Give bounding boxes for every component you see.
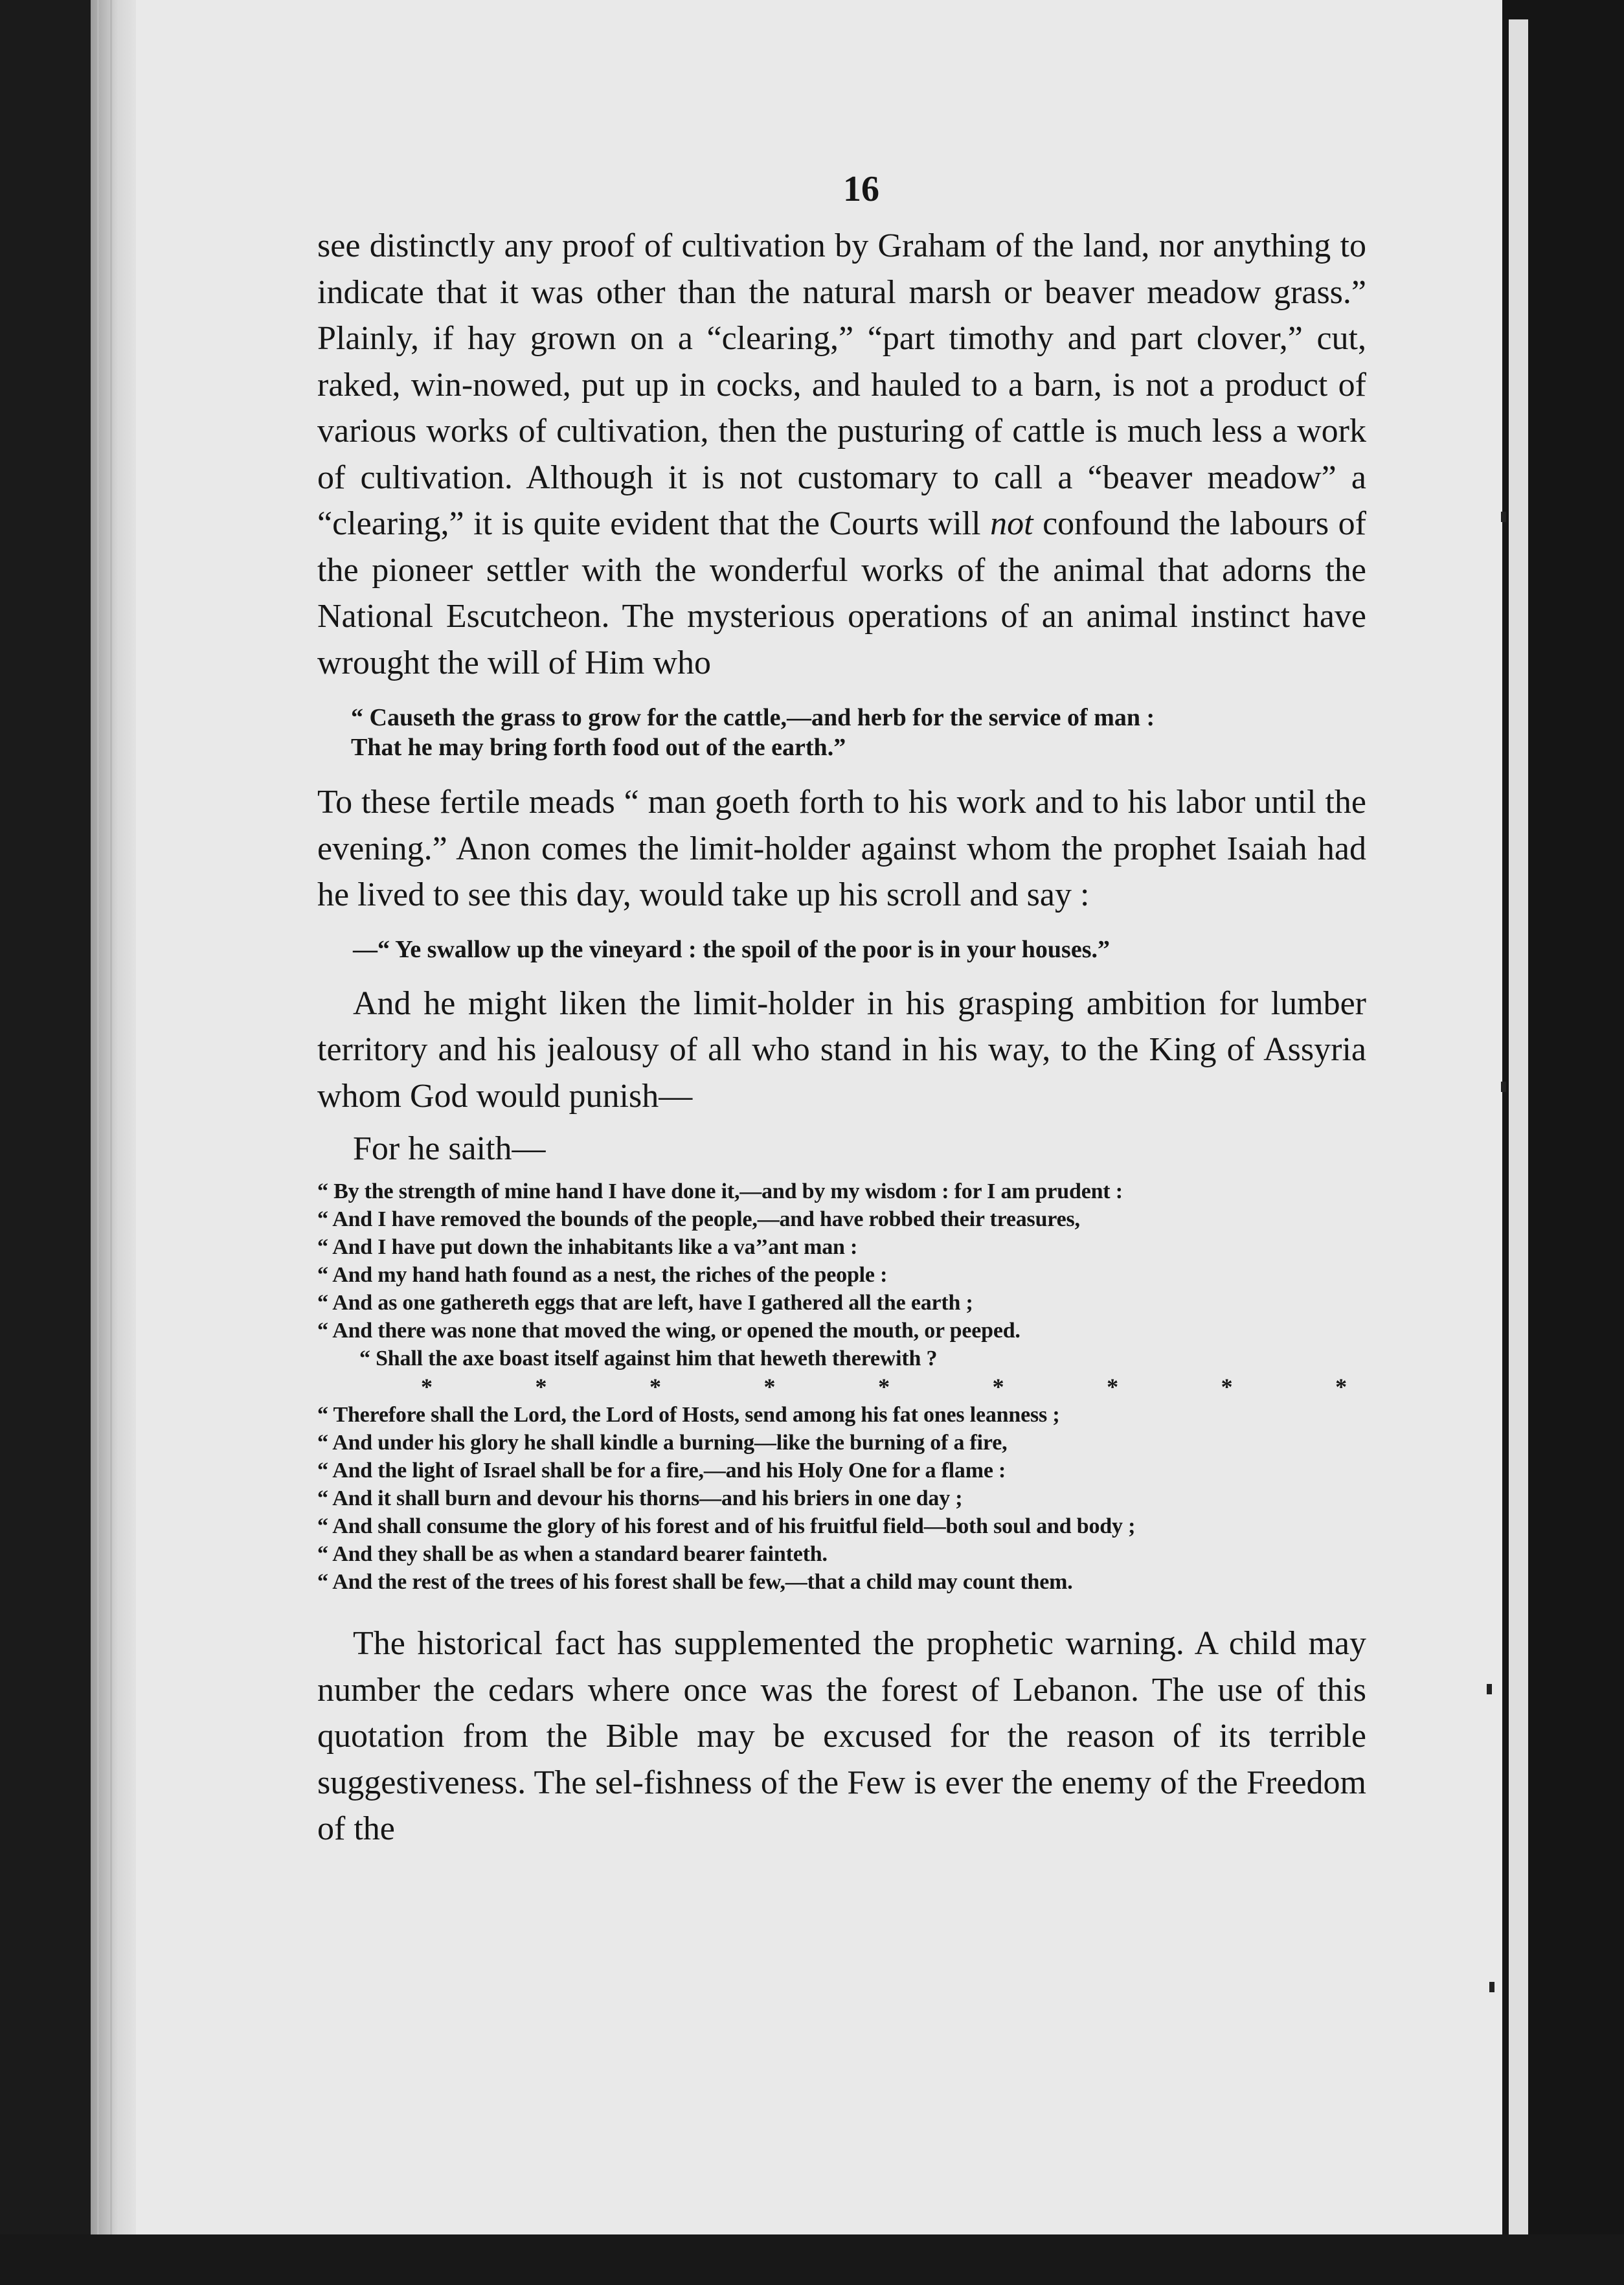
adjacent-page-edge <box>1509 19 1528 2273</box>
asterisk: * <box>535 1374 547 1400</box>
asterisk: * <box>1335 1374 1347 1400</box>
page-edge-line <box>97 0 99 2241</box>
asterisk: * <box>763 1374 776 1400</box>
paragraph-2: To these fertile meads “ man goeth forth to his work and to his labor until the evening.” Anon comes the limit-holder against whom the prophet Isaiah had he lived to see this day, would take up his scroll and say : <box>317 784 1366 913</box>
margin-mark <box>1489 1982 1494 1992</box>
verse-line: “ Causeth the grass to grow for the cattle,—and herb for the service of man : <box>351 704 1155 731</box>
margin-mark <box>1501 1082 1506 1092</box>
stanza-line: “ And my hand hath found as a nest, the riches of the people : <box>317 1263 888 1287</box>
paragraph-1-text: see distinctly any proof of cultivation by Graham of the land, nor anything to indicate that it was other than the natural marsh or beaver meadow grass.” Plainly, if hay grown on a “clearing,” “part timothy and part clover,” cut, raked, win-nowed, put up in cocks, and hauled to a barn, is not a product of various works of cultivation, then the pusturing of cattle is much less a work of cultivation. Although it is not customary to call a “beaver meadow” a “clearing,” it is quite evident that the Courts will <box>317 227 1366 542</box>
asterisk: * <box>649 1374 661 1400</box>
page-content <box>317 168 1366 1852</box>
asterisk: * <box>878 1374 890 1400</box>
stanza-line: “ Therefore shall the Lord, the Lord of Hosts, send among his fat ones leanness ; <box>317 1403 1060 1427</box>
stanza-line: “ By the strength of mine hand I have done it,—and by my wisdom : for I am prudent : <box>317 1179 1123 1203</box>
paragraph-3: And he might liken the limit-holder in his grasping ambition for lumber territory and his jealousy of all who stand in his way, to the King of Assyria whom God would punish— <box>317 984 1366 1115</box>
page-number: 16 <box>843 169 879 209</box>
scripture-stanza-1 <box>317 1177 1366 1596</box>
stanza-line: “ And they shall be as when a standard bearer fainteth. <box>317 1542 828 1566</box>
stanza-line: “ And the rest of the trees of his forest shall be few,—that a child may count them. <box>317 1570 1073 1594</box>
margin-mark <box>1487 1684 1492 1694</box>
stanza-line: “ And the light of Israel shall be for a fire,—and his Holy One for a flame : <box>317 1459 1006 1483</box>
for-he-saith-line: For he saith— <box>353 1130 546 1167</box>
verse-line: That he may bring forth food out of the earth.” <box>351 734 846 761</box>
emphasis-not: not <box>990 505 1033 542</box>
asterisk: * <box>421 1374 433 1400</box>
stanza-line: “ Shall the axe boast itself against him that heweth therewith ? <box>359 1347 938 1370</box>
paragraph-1 <box>317 223 1366 686</box>
page-edge-line <box>110 0 112 2241</box>
asterisk: * <box>1107 1374 1118 1400</box>
stanza-line: “ And there was none that moved the wing, or opened the mouth, or peeped. <box>317 1319 1021 1343</box>
scripture-quote-2: —“ Ye swallow up the vineyard : the spoil of the poor is in your houses.” <box>353 935 1110 963</box>
stanza-line: “ And I have removed the bounds of the people,—and have robbed their treasures, <box>317 1207 1080 1231</box>
margin-mark <box>1501 512 1506 522</box>
asterisk: * <box>1221 1374 1233 1400</box>
stanza-line: “ And it shall burn and devour his thorns—and his briers in one day ; <box>317 1486 963 1510</box>
stanza-line: “ And as one gathereth eggs that are left, have I gathered all the earth ; <box>317 1291 973 1315</box>
stanza-line: “ And shall consume the glory of his forest and of his fruitful field—both soul and body ; <box>317 1514 1136 1538</box>
scripture-quote-1 <box>351 703 1366 762</box>
asterisk-divider <box>421 1372 1347 1401</box>
stanza-line: “ And under his glory he shall kindle a burning—like the burning of a fire, <box>317 1431 1008 1455</box>
paragraph-1-continued: confound the labours of the pioneer settler with the wonderful works of the animal that adorns the National Escutcheon. The mysterious operations of an animal instinct have wrought the will of Him who <box>317 505 1366 681</box>
paragraph-4: The historical fact has supplemented the prophetic warning. A child may number the cedars where once was the forest of Lebanon. The use of this quotation from the Bible may be excused for the reason of its terrible suggestiveness. The sel-fishness of the Few is ever the enemy of the Freedom of the <box>317 1625 1366 1847</box>
asterisk: * <box>992 1374 1004 1400</box>
bottom-shadow <box>0 2234 1624 2285</box>
stanza-line: “ And I have put down the inhabitants like a va’’ant man : <box>317 1235 858 1259</box>
